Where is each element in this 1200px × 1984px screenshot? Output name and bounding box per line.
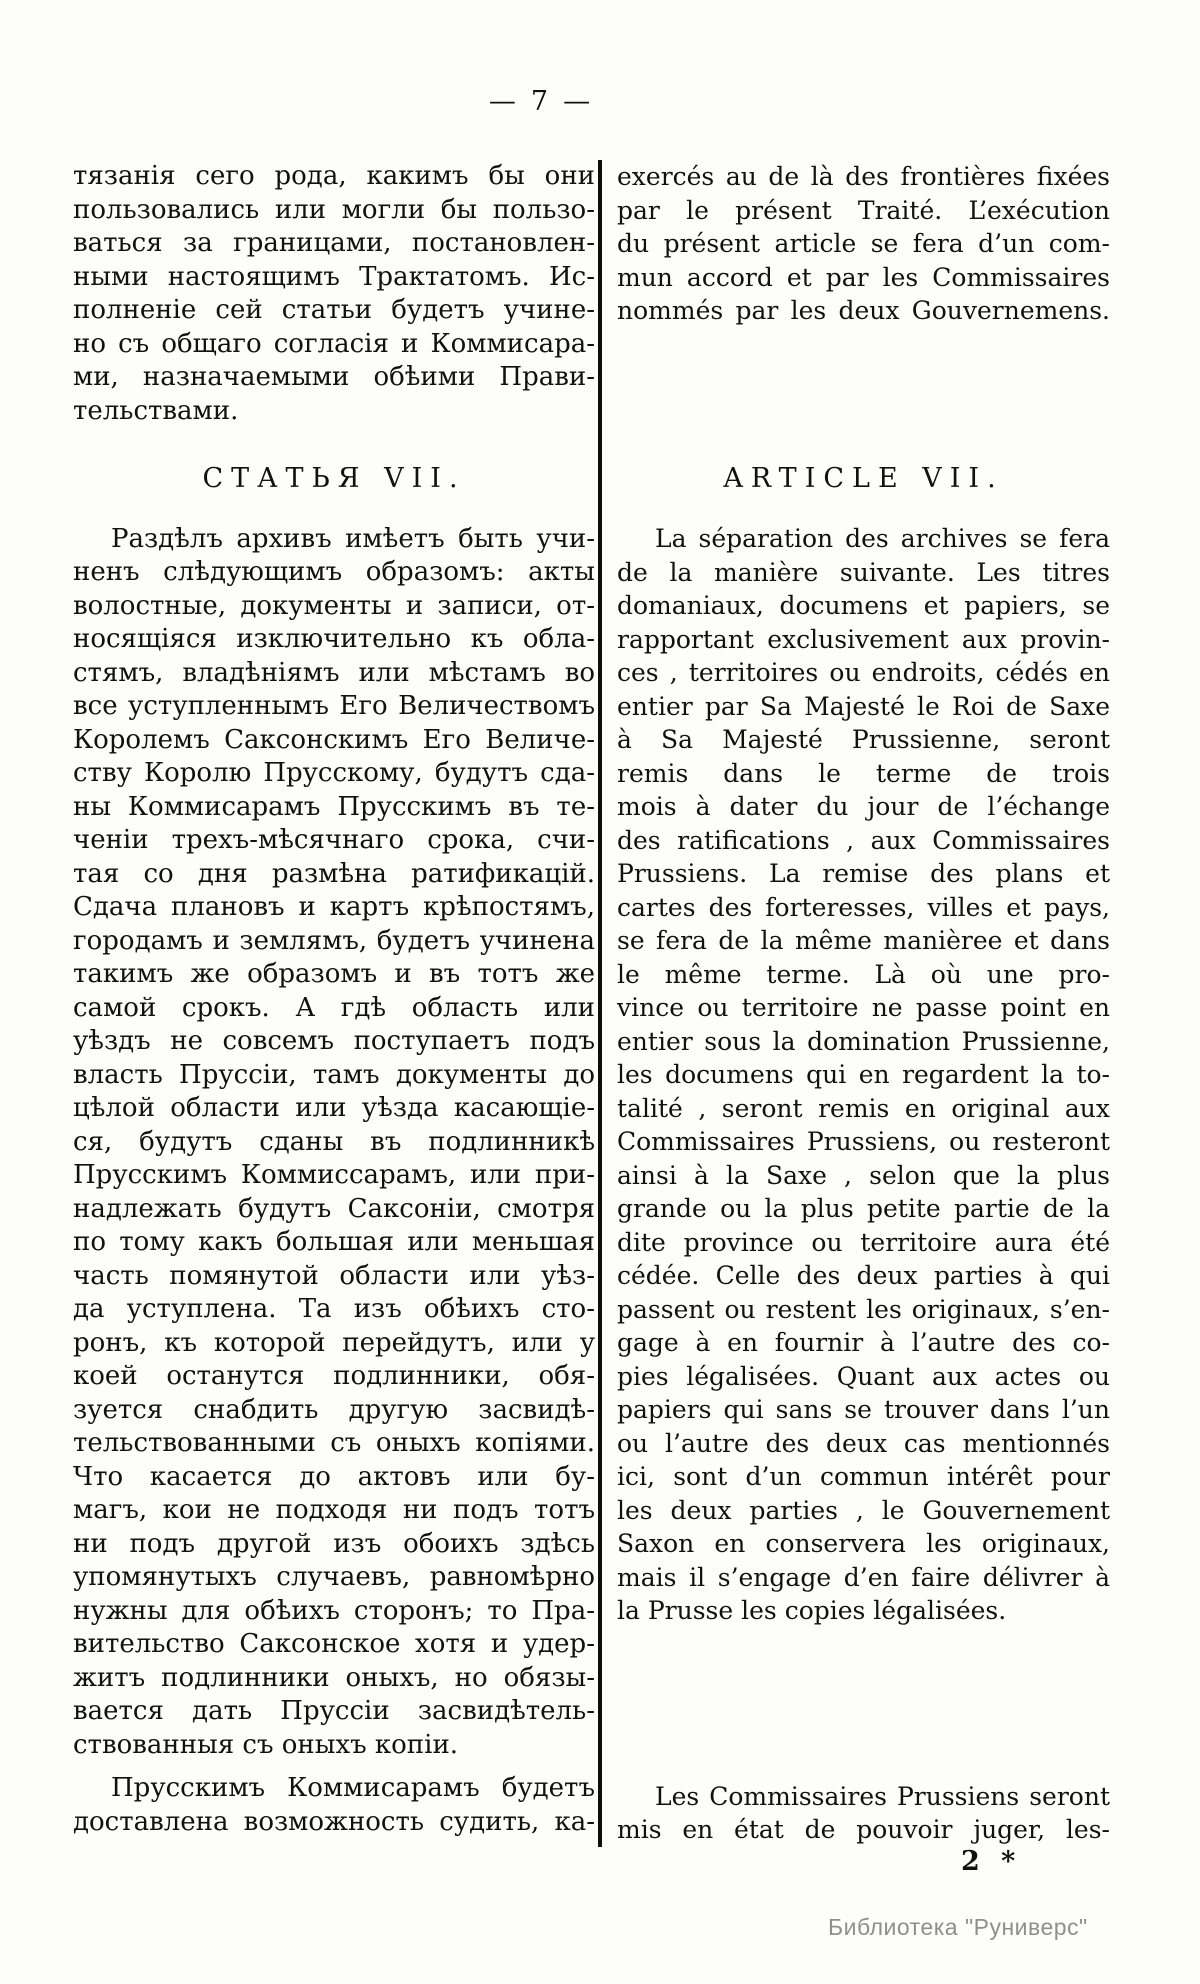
text-line: gage à en fournir à l’autre des co- [617,1328,1110,1357]
text-line: mun accord et par les Commissaires [617,262,1110,292]
text-line: волостные, документы и записи, от- [73,590,595,621]
text-line: domaniaux, documens et papiers, se [617,591,1110,620]
text-line: Что касается до актовъ или бу- [73,1461,595,1492]
text-line: mis en état de pouvoir juger, les- [617,1815,1110,1844]
text-line: но съ общаго согласія и Коммисара- [73,328,595,359]
text-line: упомянутыхъ случаевъ, равномѣрно [73,1562,595,1592]
treaty-text-block [73,160,1110,1847]
russian-article-heading: СТАТЬЯ VII. [202,463,466,494]
text-line: pies légalisées. Quant aux actes ou [617,1361,1110,1391]
text-line: такимъ же образомъ и въ тотъ же [73,959,595,989]
text-line: городамъ и землямъ, будетъ учинена [73,925,595,956]
page-number: 7 [530,86,550,117]
text-line: вается дать Пруссіи засвидѣтель- [73,1696,595,1726]
text-line: papiers qui sans se trouver dans l’un [617,1395,1110,1424]
text-line: вительство Саксонское хотя и удер- [73,1629,595,1659]
text-line: самой срокъ. А гдѣ область или [73,992,595,1023]
text-line: да уступлена. Та изъ обѣихъ сто- [73,1294,595,1324]
text-line: ронъ, къ которой перейдутъ, или у [73,1327,595,1358]
text-line: entier par Sa Majesté le Roi de Saxe [617,691,1110,721]
text-line: des ratifications , aux Commissaires [617,825,1110,855]
russian-column [73,160,595,1847]
text-line: часть помянутой области или уѣз- [73,1260,595,1291]
russian-continuation-paragraph [73,160,595,428]
text-line: цѣлой области или уѣзда касающіе- [73,1093,595,1123]
text-line: все уступленнымъ Его Величествомъ [73,691,595,721]
text-line: le même terme. Là où une pro- [617,959,1110,989]
text-line: полненіе сей статьи будетъ учине- [73,295,595,325]
text-line: ваться за границами, постановлен- [73,228,595,258]
text-line: ченіи трехъ-мѣсячнаго срока, счи- [73,825,595,855]
text-line: nommés par les deux Gouvernemens. [617,296,1110,325]
text-line: à Sa Majesté Prussienne, seront [617,725,1110,754]
text-line: Прусскимъ Коммиссарамъ, или при- [73,1160,595,1190]
text-line: доставлена возможность судить, ка- [73,1806,595,1837]
text-line: Раздѣлъ архивъ имѣетъ быть учи- [111,523,595,554]
text-line: нужны для обѣихъ сторонъ; то Пра- [73,1595,595,1626]
text-line: Prussiens. La remise des plans et [617,859,1110,888]
text-line: надлежать будутъ Саксоніи, смотря [73,1193,595,1224]
text-line: cartes des forteresses, villes et pays, [617,892,1110,922]
text-line: уѣздъ не совсемъ поступаетъ подъ [73,1026,595,1056]
text-line: La séparation des archives se fera [655,524,1110,553]
text-line: se fera de la même manièree et dans [617,926,1110,955]
text-line: коей останутся подлинники, обя- [73,1361,595,1391]
text-line: ся, будутъ сданы въ подлинникѣ [73,1126,595,1157]
french-closing-paragraph [617,1780,1110,1847]
text-line: власть Пруссіи, тамъ документы до [73,1059,595,1090]
text-line: talité , seront remis en original aux [617,1093,1110,1123]
text-line: ми, назначаемыми обѣими Прави- [73,362,595,392]
text-line: ici, sont d’un commun intérêt pour [617,1462,1110,1491]
text-line: du présent article se fera d’un com- [617,229,1110,258]
text-line: ствованныя съ оныхъ копіи. [73,1729,459,1760]
text-line: ou l’autre des deux cas mentionnés [617,1428,1110,1458]
text-line: Королемъ Саксонскимъ Его Величе- [73,724,595,755]
text-line: Les Commissaires Prussiens seront [655,1781,1110,1811]
text-line: житъ подлинники оныхъ, но обязы- [73,1662,595,1693]
header-dash-left: — [488,86,517,117]
text-line: ненъ слѣдующимъ образомъ: акты [73,557,595,587]
library-watermark: Библиотека "Руниверс" [828,1914,1088,1940]
text-line: Прусскимъ Коммисарамъ будетъ [111,1773,595,1803]
text-line: зуется снабдить другую засвидѣ- [73,1394,595,1425]
text-line: entier sous la domination Prussienne, [617,1026,1110,1056]
text-line: rapportant exclusivement aux provin- [617,624,1110,654]
text-line: тельствами. [73,395,239,426]
text-line: ству Королю Прусскому, будутъ сда- [73,758,595,788]
page-header [430,86,650,117]
text-line: магъ, кои не подходя ни подъ тотъ [73,1495,595,1525]
text-line: ни подъ другой изъ обоихъ здѣсь [73,1528,595,1559]
header-dash-right: — [563,86,592,117]
french-column [617,160,1110,1847]
text-line: de la manière suivante. Les titres [617,557,1110,587]
text-line: passent ou restent les originaux, s’en- [617,1294,1110,1324]
column-divider-rule [598,160,602,1847]
text-line: ainsi à la Saxe , selon que la plus [617,1160,1110,1190]
text-line: по тому какъ большая или меньшая [73,1227,595,1257]
text-line: exercés au de là des frontières fixées [617,162,1110,191]
text-line: ces , territoires ou endroits, cédés en [617,658,1110,687]
text-line: remis dans le terme de trois [617,758,1110,788]
text-line: Saxon en conservera les originaux, [617,1529,1110,1558]
text-line: ны Коммисарамъ Прусскимъ въ те- [73,791,595,822]
text-line: Сдача плановъ и картъ крѣпостямъ, [73,892,595,922]
text-line: пользовались или могли бы пользо- [73,194,595,225]
text-line: ными настоящимъ Трактатомъ. Ис- [73,261,595,292]
text-line: тая со дня размѣна ратификацій. [73,858,595,889]
text-line: cédée. Celle des deux parties à qui [617,1261,1110,1290]
text-line: mois à dater du jour de l’échange [617,792,1110,821]
french-continuation-paragraph [617,160,1110,328]
text-line: mais il s’engage d’en faire délivrer à [617,1562,1110,1592]
text-line: par le présent Traité. L’exécution [617,195,1110,225]
french-article-body [617,522,1110,1628]
text-line: тельствованными съ оныхъ копіями. [73,1428,595,1458]
russian-closing-paragraph [73,1772,595,1839]
french-article-heading: ARTICLE VII. [723,462,1004,494]
russian-article-body [73,523,595,1763]
printers-signature-mark: 2 * [961,1846,1022,1877]
text-line: grande ou la plus petite partie de la [617,1194,1110,1223]
text-line: dite province ou territoire aura été [617,1227,1110,1257]
text-line: носящіяся изключительно къ обла- [73,624,595,654]
text-line: тязанія сего рода, какимъ бы они [73,161,595,191]
text-line: la Prusse les copies légalisées. [617,1596,1007,1625]
text-line: стямъ, владѣніямъ или мѣстамъ во [73,657,595,688]
text-line: les documens qui en regardent la to- [617,1060,1110,1089]
text-line: vince ou territoire ne passe point en [617,993,1110,1022]
text-line: les deux parties , le Gouvernement [617,1495,1110,1525]
text-line: Commissaires Prussiens, ou resteront [617,1127,1110,1156]
